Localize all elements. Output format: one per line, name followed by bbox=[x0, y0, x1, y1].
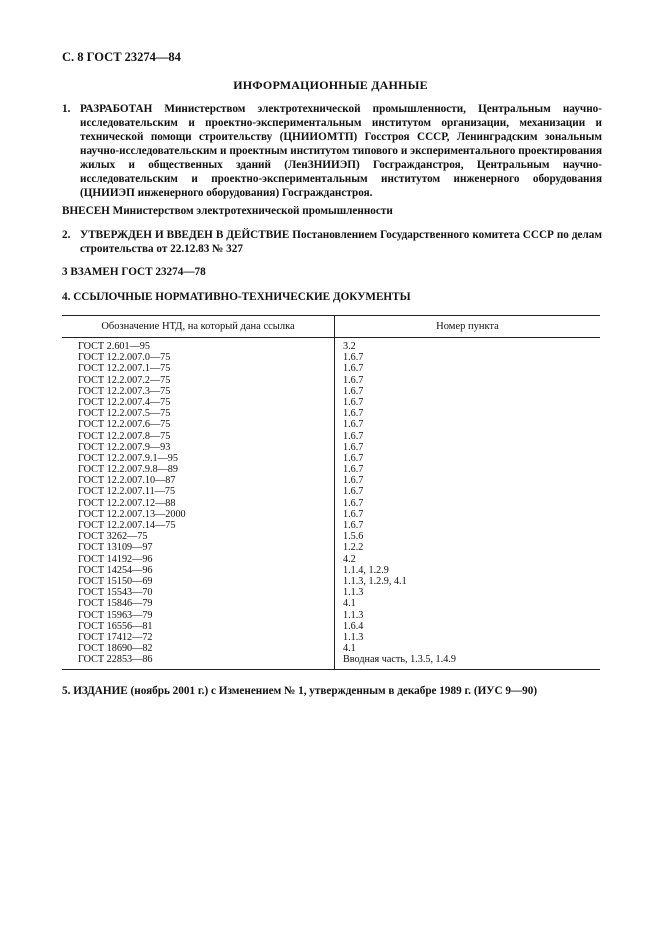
table-cell-clause: 4.1 bbox=[343, 598, 356, 610]
table-cell-clause: 1.6.7 bbox=[343, 396, 364, 408]
table-cell-clause: 1.6.7 bbox=[343, 408, 364, 420]
table-row bbox=[78, 431, 598, 442]
table-cell-designation: ГОСТ 14192—96 bbox=[78, 553, 153, 565]
table-row bbox=[78, 341, 598, 352]
table-row bbox=[78, 498, 598, 509]
table-cell-designation: ГОСТ 12.2.007.9.8—89 bbox=[78, 464, 178, 476]
table-row bbox=[78, 464, 598, 475]
table-cell-designation: ГОСТ 12.2.007.2—75 bbox=[78, 374, 171, 386]
vnesen-line: ВНЕСЕН Министерством электротехнической промышленности bbox=[62, 205, 393, 217]
table-row bbox=[78, 375, 598, 386]
table-cell-designation: ГОСТ 12.2.007.10—87 bbox=[78, 475, 176, 487]
table-cell-designation: ГОСТ 12.2.007.0—75 bbox=[78, 352, 171, 364]
table-row bbox=[78, 509, 598, 520]
section-2-number: 2. bbox=[62, 229, 71, 241]
table-cell-designation: ГОСТ 18690—82 bbox=[78, 643, 153, 655]
table-header-rule bbox=[62, 337, 600, 338]
table-cell-designation: ГОСТ 12.2.007.5—75 bbox=[78, 408, 171, 420]
section-1-number: 1. bbox=[62, 103, 71, 115]
table-row bbox=[78, 453, 598, 464]
table-cell-designation: ГОСТ 22853—86 bbox=[78, 654, 153, 666]
table-cell-designation: ГОСТ 15963—79 bbox=[78, 609, 153, 621]
page-header: С. 8 ГОСТ 23274—84 bbox=[62, 50, 181, 64]
table-cell-clause: 1.6.7 bbox=[343, 497, 364, 509]
table-cell-designation: ГОСТ 12.2.007.13—2000 bbox=[78, 508, 186, 520]
table-cell-clause: 1.6.7 bbox=[343, 441, 364, 453]
table-cell-clause: 1.6.7 bbox=[343, 475, 364, 487]
table-cell-designation: ГОСТ 17412—72 bbox=[78, 631, 153, 643]
table-bottom-rule bbox=[62, 669, 600, 670]
table-cell-designation: ГОСТ 12.2.007.9.1—95 bbox=[78, 452, 178, 464]
reference-table-body bbox=[78, 341, 598, 665]
table-header-clause: Номер пункта bbox=[436, 321, 499, 332]
section-1-text: РАЗРАБОТАН Министерством электротехнической промышленности, Центральным научно-исследовательским и проектно-экспериментальным институтом организации, механизации и технической помощи строительству (ЦНИИОМТП) Госстроя СССР, Ленинградским зональным научно-исследовательским и проектным институтом типового и экспериментального проектирования жилых и общественных зданий (ЛенЗНИИЭП) Госгражданстроя, Центральным научно-исследовательским и проектно-экспериментальным институтом инженерного оборудования (ЦНИИЭП инженерного оборудования) Госгражданстроя. bbox=[80, 103, 602, 199]
table-row bbox=[78, 565, 598, 576]
table-cell-clause: 1.6.4 bbox=[343, 620, 364, 632]
table-cell-clause: 1.6.7 bbox=[343, 385, 364, 397]
table-cell-clause: 1.1.3, 1.2.9, 4.1 bbox=[343, 575, 407, 587]
table-top-rule bbox=[62, 315, 600, 316]
table-header-designation: Обозначение НТД, на который дана ссылка bbox=[101, 321, 295, 332]
table-row bbox=[78, 632, 598, 643]
table-row bbox=[78, 386, 598, 397]
table-cell-clause: 1.6.7 bbox=[343, 352, 364, 364]
table-row bbox=[78, 397, 598, 408]
table-row bbox=[78, 486, 598, 497]
table-cell-designation: ГОСТ 12.2.007.6—75 bbox=[78, 419, 171, 431]
table-cell-designation: ГОСТ 16556—81 bbox=[78, 620, 153, 632]
section-4-heading: 4. ССЫЛОЧНЫЕ НОРМАТИВНО-ТЕХНИЧЕСКИЕ ДОКУМЕНТЫ bbox=[62, 291, 411, 303]
table-row bbox=[78, 587, 598, 598]
table-cell-clause: 1.6.7 bbox=[343, 363, 364, 375]
table-cell-clause: 1.1.3 bbox=[343, 609, 364, 621]
table-cell-designation: ГОСТ 12.2.007.3—75 bbox=[78, 385, 171, 397]
table-cell-clause: Вводная часть, 1.3.5, 1.4.9 bbox=[343, 654, 456, 666]
table-row bbox=[78, 363, 598, 374]
table-row bbox=[78, 542, 598, 553]
table-cell-clause: 1.6.7 bbox=[343, 452, 364, 464]
section-2-text: УТВЕРЖДЕН И ВВЕДЕН В ДЕЙСТВИЕ Постановлением Государственного комитета СССР по делам строительства от 22.12.83 № 327 bbox=[80, 229, 602, 255]
table-cell-clause: 4.2 bbox=[343, 553, 356, 565]
table-row bbox=[78, 598, 598, 609]
table-cell-clause: 1.6.7 bbox=[343, 419, 364, 431]
table-cell-clause: 1.6.7 bbox=[343, 464, 364, 476]
table-cell-clause: 1.6.7 bbox=[343, 486, 364, 498]
table-cell-clause: 1.6.7 bbox=[343, 430, 364, 442]
table-row bbox=[78, 654, 598, 665]
table-cell-designation: ГОСТ 15150—69 bbox=[78, 575, 153, 587]
section-2 bbox=[62, 228, 602, 256]
table-row bbox=[78, 621, 598, 632]
table-cell-designation: ГОСТ 12.2.007.14—75 bbox=[78, 520, 176, 531]
table-cell-designation: ГОСТ 13109—97 bbox=[78, 542, 153, 554]
table-row bbox=[78, 531, 598, 542]
table-row bbox=[78, 554, 598, 565]
table-cell-designation: ГОСТ 15543—70 bbox=[78, 587, 153, 599]
table-row bbox=[78, 520, 598, 531]
page-title: ИНФОРМАЦИОННЫЕ ДАННЫЕ bbox=[233, 78, 428, 92]
table-row bbox=[78, 442, 598, 453]
table-row bbox=[78, 643, 598, 654]
table-row bbox=[78, 475, 598, 486]
table-cell-clause: 1.6.7 bbox=[343, 508, 364, 520]
section-3: 3 ВЗАМЕН ГОСТ 23274—78 bbox=[62, 266, 206, 278]
table-cell-clause: 4.1 bbox=[343, 643, 356, 655]
table-cell-designation: ГОСТ 15846—79 bbox=[78, 598, 153, 610]
table-row bbox=[78, 610, 598, 621]
table-row bbox=[78, 352, 598, 363]
table-row bbox=[78, 419, 598, 430]
table-row bbox=[78, 576, 598, 587]
table-cell-designation: ГОСТ 12.2.007.9—93 bbox=[78, 441, 171, 453]
table-cell-designation: ГОСТ 12.2.007.8—75 bbox=[78, 430, 171, 442]
table-cell-clause: 1.1.4, 1.2.9 bbox=[343, 564, 389, 576]
section-5: 5. ИЗДАНИЕ (ноябрь 2001 г.) с Изменением № 1, утвержденным в декабре 1989 г. (ИУС 9—90) bbox=[62, 685, 538, 697]
table-cell-designation: ГОСТ 14254—96 bbox=[78, 564, 153, 576]
table-cell-clause: 1.5.6 bbox=[343, 531, 364, 543]
table-cell-clause: 1.2.2 bbox=[343, 542, 364, 554]
table-cell-clause: 3.2 bbox=[343, 341, 356, 352]
table-row bbox=[78, 408, 598, 419]
table-cell-clause: 1.1.3 bbox=[343, 631, 364, 643]
table-cell-designation: ГОСТ 2.601—95 bbox=[78, 341, 150, 352]
table-cell-designation: ГОСТ 12.2.007.1—75 bbox=[78, 363, 171, 375]
table-cell-designation: ГОСТ 12.2.007.4—75 bbox=[78, 396, 171, 408]
section-1 bbox=[62, 102, 602, 200]
table-cell-clause: 1.1.3 bbox=[343, 587, 364, 599]
table-cell-designation: ГОСТ 12.2.007.11—75 bbox=[78, 486, 176, 498]
table-cell-designation: ГОСТ 3262—75 bbox=[78, 531, 148, 543]
table-cell-clause: 1.6.7 bbox=[343, 520, 364, 531]
table-cell-clause: 1.6.7 bbox=[343, 374, 364, 386]
table-cell-designation: ГОСТ 12.2.007.12—88 bbox=[78, 497, 176, 509]
